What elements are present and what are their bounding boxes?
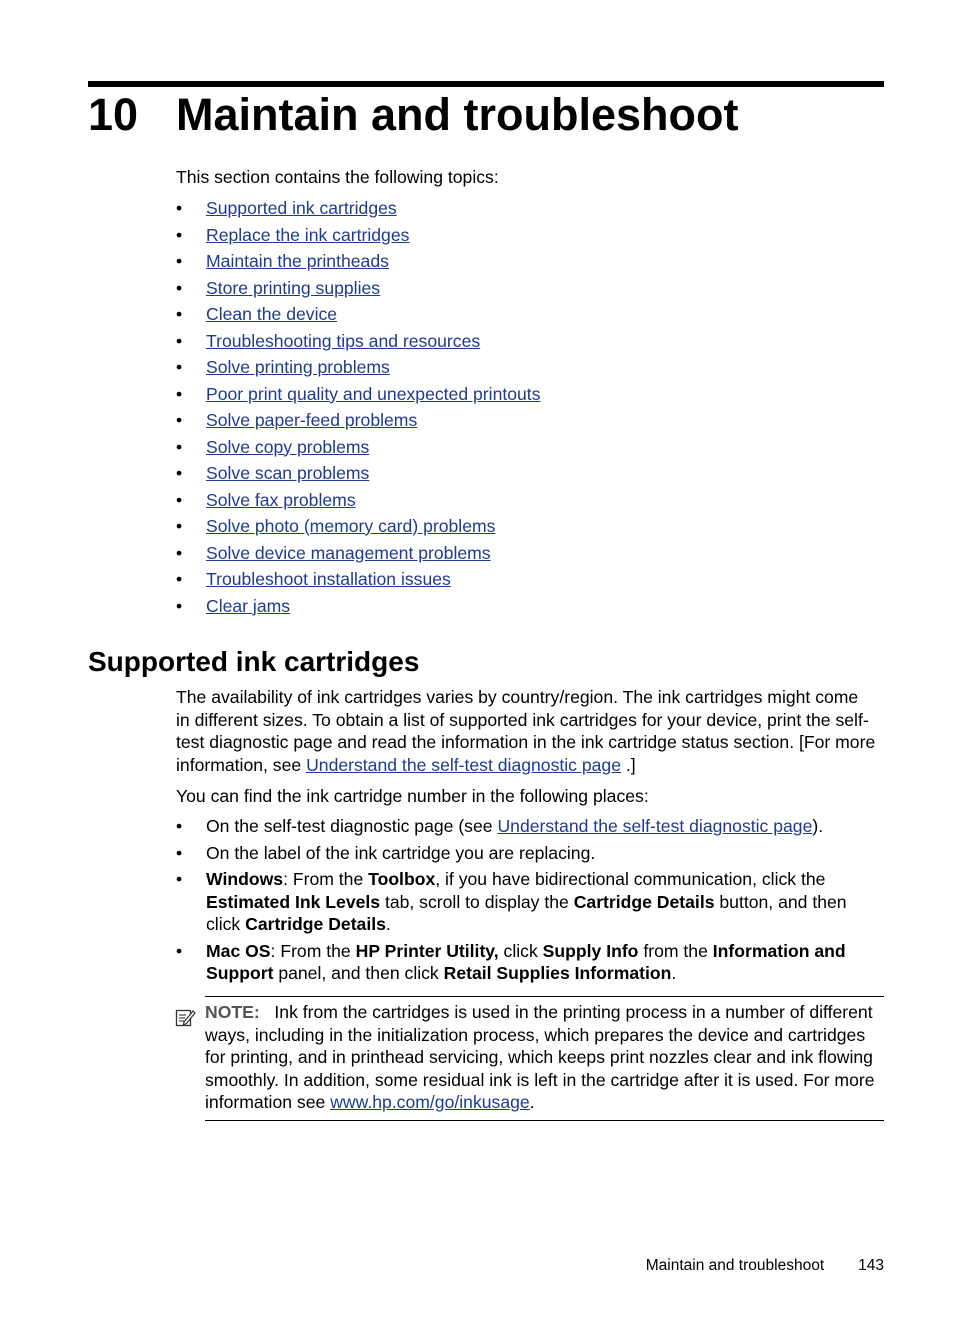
page-number: 143 xyxy=(858,1257,884,1274)
bold-term: Information and Support xyxy=(206,940,846,983)
places-list xyxy=(176,815,884,989)
list-item-text xyxy=(206,815,884,838)
availability-paragraph xyxy=(176,686,876,776)
note-body: Ink from the cartridges is used in the printing process in a number of different ways, including in the initialization process, which prepares the device and cartridges for printing, and in printhead servicing, which keeps print nozzles clear and ink flowing smoothly. In addition, some residual ink is left in the cartridge after it is used. For more information see xyxy=(205,1002,875,1112)
bullet: • xyxy=(176,463,183,483)
bold-term: Cartridge Details xyxy=(573,891,715,912)
chapter-rule xyxy=(88,81,884,87)
list-item xyxy=(176,330,541,357)
list-item xyxy=(176,940,884,985)
bullet: • xyxy=(176,277,183,298)
text-run: : From the xyxy=(283,869,369,889)
list-item xyxy=(176,224,541,251)
bold-term: HP Printer Utility, xyxy=(355,940,499,961)
list-item-text: On the label of the ink cartridge you are replacing. xyxy=(206,842,596,863)
bullet: • xyxy=(176,569,183,589)
bold-term: Mac OS xyxy=(206,940,271,961)
section-heading: Supported ink cartridges xyxy=(88,646,420,677)
list-item xyxy=(176,436,541,463)
footer-title: Maintain and troubleshoot xyxy=(645,1257,825,1274)
list-item xyxy=(176,489,541,516)
bold-term: Windows xyxy=(206,869,284,889)
list-item xyxy=(176,250,541,277)
list-item xyxy=(176,409,541,436)
bullet: • xyxy=(176,516,183,536)
list-item xyxy=(176,303,541,330)
note-icon xyxy=(174,1006,196,1028)
note-box xyxy=(172,996,884,1122)
topic-link[interactable]: Troubleshooting tips and resources xyxy=(206,330,481,351)
bullet: • xyxy=(176,436,183,457)
bullet: • xyxy=(176,198,183,218)
bullet: • xyxy=(176,251,183,271)
paragraph-end: .] xyxy=(621,754,636,775)
bold-term: Supply Info xyxy=(542,940,639,961)
topic-link[interactable]: Solve device management problems xyxy=(206,542,491,563)
list-item xyxy=(176,842,884,865)
text-run: click xyxy=(498,940,543,961)
bold-term: Toolbox xyxy=(368,869,436,889)
list-item xyxy=(176,515,541,542)
topic-link[interactable]: Replace the ink cartridges xyxy=(206,224,410,245)
topic-link[interactable]: Solve photo (memory card) problems xyxy=(206,516,496,536)
bullet: • xyxy=(176,816,183,836)
list-item-text xyxy=(206,940,884,985)
bullet: • xyxy=(176,330,183,351)
bullet: • xyxy=(176,940,183,961)
topic-link[interactable]: Clean the device xyxy=(206,304,338,324)
topic-link[interactable]: Clear jams xyxy=(206,595,291,616)
list-item xyxy=(176,277,541,304)
list-item xyxy=(176,868,884,936)
bullet: • xyxy=(176,869,183,889)
paragraph-text: The availability of ink cartridges varies by country/region. The ink cartridges might come in different sizes. To obtain a list of supported ink cartridges for your device, print the self-test diagnostic page and read the information in the ink cartridge status section. [For more information, see xyxy=(176,687,876,775)
chapter-number: 10 xyxy=(88,89,139,140)
self-test-link[interactable]: Understand the self-test diagnostic page xyxy=(497,816,813,836)
text-run: : From the xyxy=(270,940,356,961)
list-item xyxy=(176,197,541,224)
places-intro: You can find the ink cartridge number in the following places: xyxy=(176,786,649,806)
bold-term: Retail Supplies Information xyxy=(443,963,672,983)
bullet: • xyxy=(176,542,183,563)
list-item xyxy=(176,542,541,569)
text-run: On the self-test diagnostic page (see xyxy=(206,816,498,836)
chapter-title: Maintain and troubleshoot xyxy=(176,89,739,140)
note-end: . xyxy=(529,1092,535,1112)
text-run: . xyxy=(671,963,677,983)
text-run: tab, scroll to display the xyxy=(380,891,574,912)
bullet: • xyxy=(176,224,183,245)
text-run: . xyxy=(385,914,391,934)
topic-link[interactable]: Solve fax problems xyxy=(206,489,356,510)
note-divider-top xyxy=(205,996,884,997)
list-item xyxy=(176,595,541,622)
list-item xyxy=(176,356,541,383)
self-test-link[interactable]: Understand the self-test diagnostic page xyxy=(306,754,622,775)
topic-link[interactable]: Solve copy problems xyxy=(206,436,370,457)
bullet: • xyxy=(176,595,183,616)
text-run: from the xyxy=(638,940,713,961)
list-item xyxy=(176,568,541,595)
bold-term: Estimated Ink Levels xyxy=(206,891,381,912)
topic-link[interactable]: Maintain the printheads xyxy=(206,251,389,271)
chapter-heading xyxy=(88,88,738,142)
bullet: • xyxy=(176,842,183,863)
text-run: panel, and then click xyxy=(273,963,444,983)
list-item xyxy=(176,815,884,838)
page-footer xyxy=(646,1256,884,1276)
bullet: • xyxy=(176,304,183,324)
list-item xyxy=(176,383,541,410)
text-run: ). xyxy=(812,816,824,836)
topic-link[interactable]: Solve printing problems xyxy=(206,357,390,377)
intro-text: This section contains the following topics: xyxy=(176,167,499,187)
text-run: button, and then click xyxy=(206,891,847,934)
bullet: • xyxy=(176,410,183,430)
topic-link[interactable]: Supported ink cartridges xyxy=(206,198,397,218)
list-item-text xyxy=(206,868,884,936)
list-item xyxy=(176,462,541,489)
bullet: • xyxy=(176,489,183,510)
text-run: , if you have bidirectional communication, click the xyxy=(435,869,826,889)
topic-list xyxy=(176,197,541,621)
bold-term: Cartridge Details xyxy=(245,914,386,934)
topic-link[interactable]: Solve paper-feed problems xyxy=(206,410,418,430)
note-label: NOTE: xyxy=(205,1002,260,1022)
topic-link[interactable]: Store printing supplies xyxy=(206,277,381,298)
topic-link[interactable]: Solve scan problems xyxy=(206,463,370,483)
bullet: • xyxy=(176,383,183,404)
inkusage-link[interactable]: www.hp.com/go/inkusage xyxy=(330,1092,530,1112)
topic-link[interactable]: Troubleshoot installation issues xyxy=(206,569,451,589)
note-text xyxy=(205,1001,884,1114)
topic-link[interactable]: Poor print quality and unexpected printouts xyxy=(206,383,541,404)
bullet: • xyxy=(176,357,183,377)
note-divider-bottom xyxy=(205,1120,884,1121)
